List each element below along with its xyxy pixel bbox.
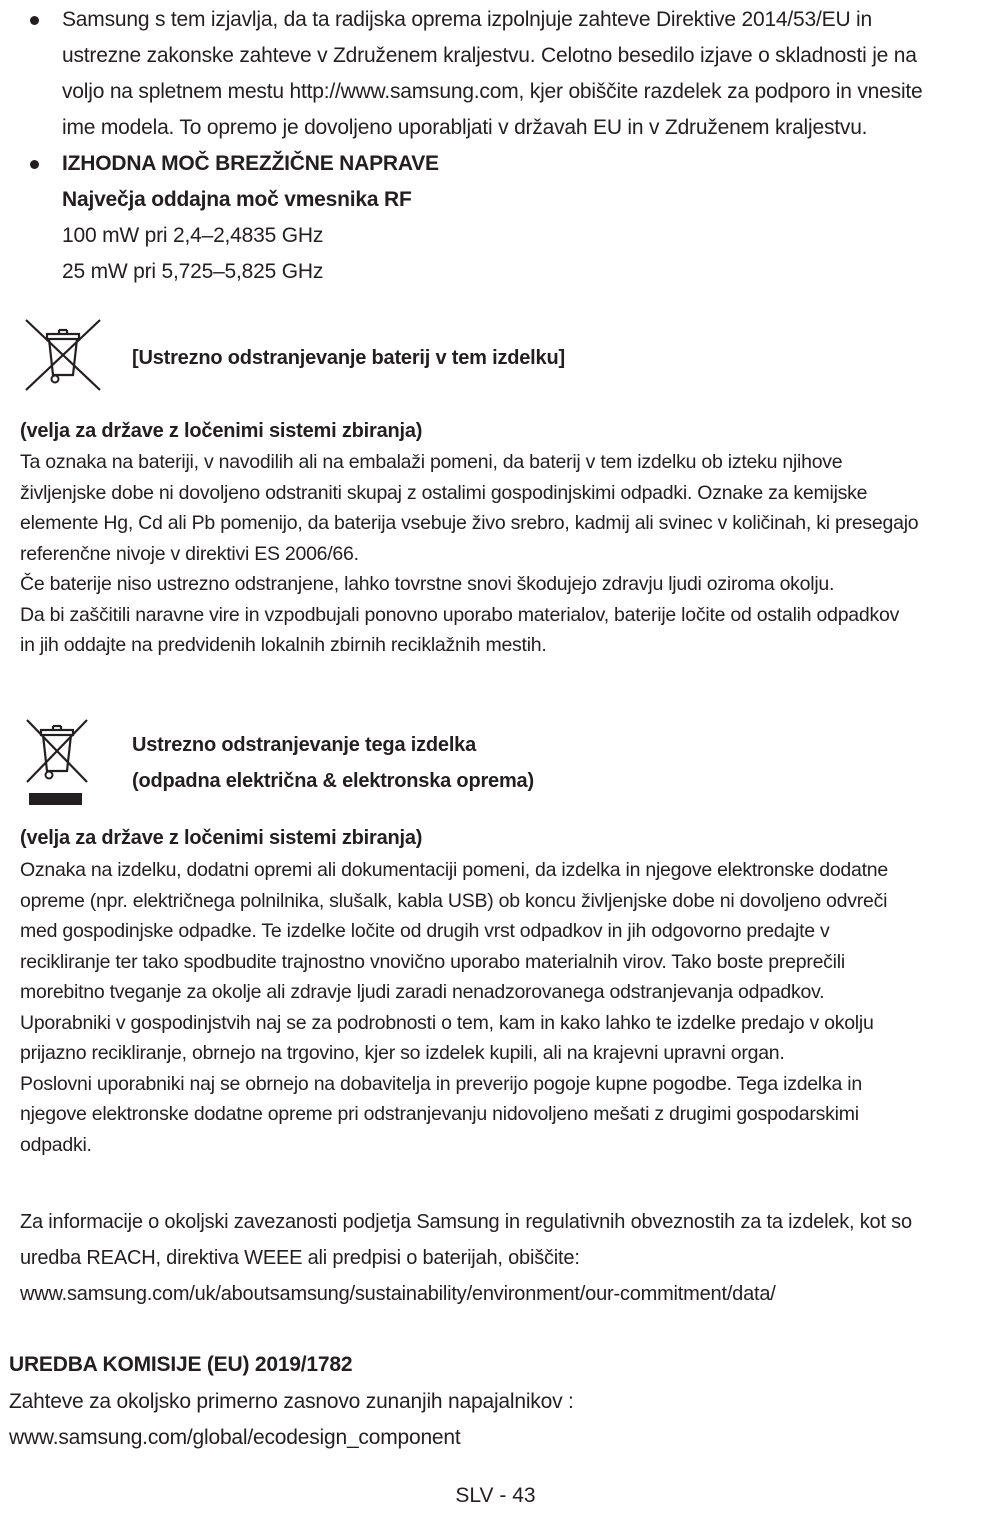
weee-body xyxy=(20,855,986,1160)
battery-line: Ta oznaka na bateriji, v navodilih ali na embalaži pomeni, da baterij v tem izdelku ob izteku njihove xyxy=(20,451,843,473)
regulation-section xyxy=(9,1347,984,1457)
battery-body xyxy=(20,447,986,661)
declaration-line: Samsung s tem izjavlja, da ta radijska oprema izpolnjuje zahteve Direktive 2014/53/EU in xyxy=(62,8,872,31)
weee-line: njegove elektronske dodatne opreme pri odstranjevanju nidovoljeno mešati z drugimi gospodarskimi xyxy=(20,1103,859,1125)
weee-line: morebitno tveganje za okolje ali zdravje ljudi zaradi nenadzorovanega odstranjevanja odpadkov. xyxy=(20,981,825,1003)
regulation-title: UREDBA KOMISIJE (EU) 2019/1782 xyxy=(9,1353,353,1376)
declaration-line: voljo na spletnem mestu http://www.samsung.com, kjer obiščite razdelek za podporo in vnesite xyxy=(62,80,923,103)
battery-line: Da bi zaščitili naravne vire in vzpodbujali ponovno uporabo materialov, baterije ločite od ostalih odpadkov xyxy=(20,603,900,626)
battery-line: Če baterije niso ustrezno odstranjene, lahko tovrstne snovi škodujejo zdravju ljudi oziroma okolju. xyxy=(20,573,835,595)
weee-section-title xyxy=(132,727,534,799)
declaration-line: ustrezne zakonske zahteve v Združenem kraljestvu. Celotno besedilo izjave o skladnosti je na xyxy=(62,44,917,67)
environment-line: uredba REACH, direktiva WEEE ali predpisi o baterijah, obiščite: xyxy=(20,1247,580,1269)
bullet-declaration xyxy=(30,2,988,146)
weee-line: Oznaka na izdelku, dodatni opremi ali dokumentaciji pomeni, da izdelka in njegove elektronske dodatne xyxy=(20,859,888,881)
page-number: SLV - 43 xyxy=(455,1484,536,1507)
weee-line: opreme (npr. električnega polnilnika, slušalk, kabla USB) ob koncu življenjske dobe ni dovoljeno odvreči xyxy=(20,889,888,912)
battery-section-title: [Ustrezno odstranjevanje baterij v tem izdelku] xyxy=(132,347,565,369)
weee-line: prijazno recikliranje, obrnejo na trgovino, kjer so izdelek kupili, ali na krajevni upravni organ. xyxy=(20,1042,785,1064)
weee-line: Poslovni uporabniki naj se obrnejo na dobavitelja in preverijo pogoje kupne pogodbe. Tega izdelka in xyxy=(20,1072,862,1095)
crossed-out-bin-with-bar-icon xyxy=(24,717,90,809)
output-power-value: 25 mW pri 5,725–5,825 GHz xyxy=(62,260,324,283)
crossed-out-bin-icon xyxy=(24,318,102,392)
weee-line: odpadki. xyxy=(20,1133,92,1156)
output-power-title: IZHODNA MOČ BREZŽIČNE NAPRAVE xyxy=(62,152,439,175)
weee-title-line: (odpadna električna & elektronska oprema) xyxy=(132,770,534,792)
weee-applies-heading: (velja za države z ločenimi sistemi zbiranja) xyxy=(20,827,423,849)
battery-line: življenjske dobe ni dovoljeno odstraniti skupaj z ostalimi gospodinjskimi odpadki. Oznake za kemijske xyxy=(20,481,868,504)
battery-line: elemente Hg, Cd ali Pb pomenijo, da baterija vsebuje živo srebro, kadmij ali svinec v količinah, ki presegajo xyxy=(20,512,919,534)
bullet-list xyxy=(30,2,988,290)
regulation-line: Zahteve za okoljsko primerno zasnovo zunanjih napajalnikov : xyxy=(9,1389,574,1413)
environment-line: Za informacije o okoljski zavezanosti podjetja Samsung in regulativnih obveznostih za ta izdelek, kot so xyxy=(20,1211,912,1233)
environment-info xyxy=(20,1204,986,1312)
battery-line: in jih oddajte na predvidenih lokalnih zbirnih reciklažnih mestih. xyxy=(20,634,547,656)
weee-title-line: Ustrezno odstranjevanje tega izdelka xyxy=(132,734,477,756)
weee-line: Uporabniki v gospodinjstvih naj se za podrobnosti o tem, kam in kako lahko te izdelke predajo v okolju xyxy=(20,1011,874,1034)
output-power-subtitle: Največja oddajna moč vmesnika RF xyxy=(62,188,412,211)
output-power-value: 100 mW pri 2,4–2,4835 GHz xyxy=(62,224,324,247)
bullet-output-power xyxy=(30,146,988,290)
bullet-dot xyxy=(30,16,39,25)
battery-applies-heading: (velja za države z ločenimi sistemi zbiranja) xyxy=(20,420,423,442)
declaration-line: ime modela. To opremo je dovoljeno uporabljati v državah EU in v Združenem kraljestvu. xyxy=(62,116,868,139)
weee-line: med gospodinjske odpadke. Te izdelke ločite od drugih vrst odpadkov in jih odgovorno predajte v xyxy=(20,920,830,942)
bullet-dot xyxy=(30,160,39,169)
regulation-link[interactable]: www.samsung.com/global/ecodesign_component xyxy=(9,1426,461,1449)
weee-line: recikliranje ter tako spodbudite trajnostno vnovično uporabo materialnih virov. Tako boste preprečili xyxy=(20,950,845,973)
environment-link[interactable]: www.samsung.com/uk/aboutsamsung/sustainability/environment/our-commitment/data/ xyxy=(20,1283,776,1305)
battery-line: referenčne nivoje v direktivi ES 2006/66. xyxy=(20,542,359,565)
